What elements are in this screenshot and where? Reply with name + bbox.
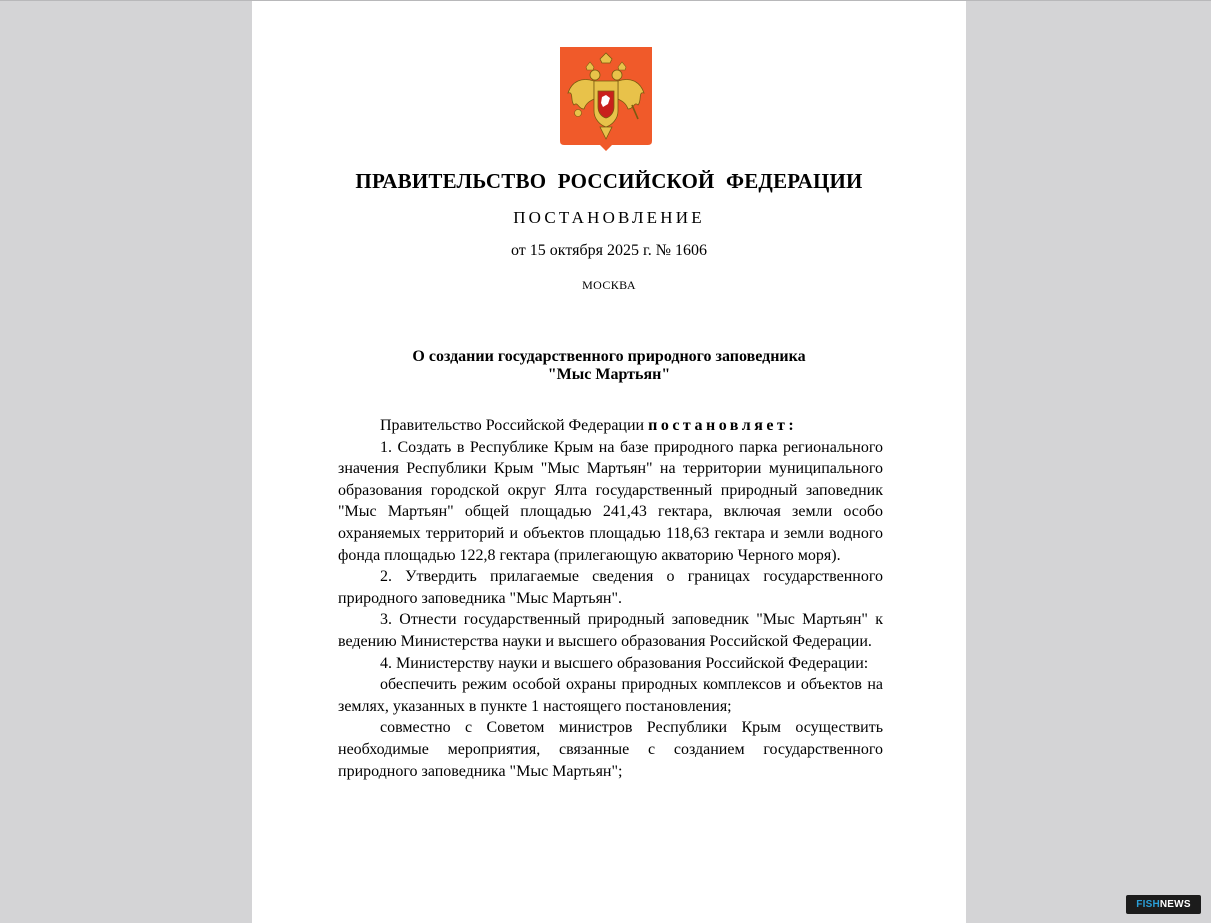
watermark-suffix: NEWS [1159,899,1191,910]
subject-line: О создании государственного природного заповедника [412,348,806,365]
document-city: МОСКВА [582,278,636,292]
russian-coat-of-arms-icon [560,47,652,151]
paragraph: 1. Создать в Республике Крым на базе природного парка регионального значения Республики Крым "Мыс Мартьян" на территории муниципального образования городской округ Ялта государственный природный заповедник "Мыс Мартьян" общей площадью 241,43 гектара, включая земли особо охраняемых территорий и объектов площадью 118,63 гектара и земли водного фонда площадью 122,8 гектара (прилегающую акваторию Черного моря). [338,438,883,564]
document-type: ПОСТАНОВЛЕНИЕ [513,208,705,227]
document-date-number: от 15 октября 2025 г. № 1606 [510,242,707,259]
paragraph: 3. Отнести государственный природный заповедник "Мыс Мартьян" к ведению Министерства науки и высшего образования Российской Федерации. [338,611,883,650]
government-title: ПРАВИТЕЛЬСТВО РОССИЙСКОЙ ФЕДЕРАЦИИ [355,169,863,193]
document-body [338,415,883,782]
watermark-prefix: FISH [1136,899,1160,910]
fishnews-watermark [1126,895,1201,914]
document-page [252,1,966,923]
paragraph: 4. Министерству науки и высшего образования Российской Федерации: [380,654,869,672]
preamble-text: Правительство Российской Федерации [380,417,649,434]
preamble-verb: постановляет: [648,417,798,434]
paragraph: 2. Утвердить прилагаемые сведения о границах государственного природного заповедника "Мыс Мартьян". [338,568,883,607]
preamble [338,415,883,437]
subject-line: "Мыс Мартьян" [547,366,671,383]
paragraph: совместно с Советом министров Республики Крым осуществить необходимые мероприятия, связанные с созданием государственного природного заповедника "Мыс Мартьян"; [338,719,883,780]
document-subject [252,348,966,384]
paragraph: обеспечить режим особой охраны природных комплексов и объектов на землях, указанных в пункте 1 настоящего постановления; [338,676,883,715]
